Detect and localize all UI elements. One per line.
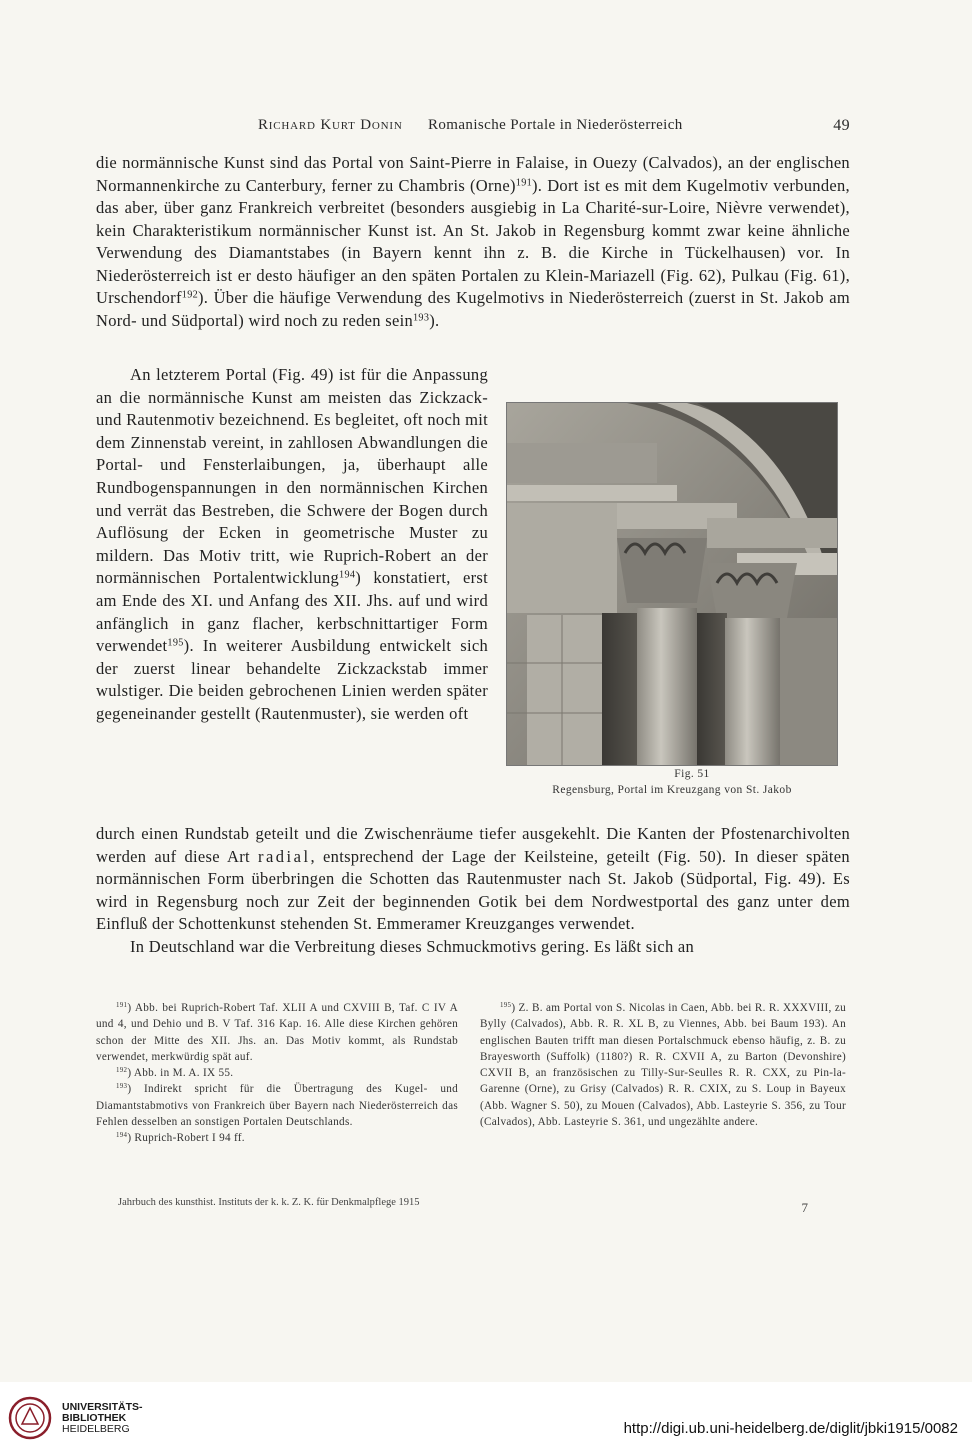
footnote-text: ) Abb. bei Ruprich-Robert Taf. XLII A und CXVIII B, Taf. C IV A und 4, und Dehio und B. V Taf. 316 Kap. 16. Alle diese Kirchen gehören schon der Mitte des XII. Jhs. an. Das Motiv kommt, als Rundstab verwendet, merkwürdig spät auf.	[96, 1002, 458, 1063]
signature-mark: 7	[801, 1200, 808, 1215]
footnotes-left	[96, 1000, 458, 1147]
column-paragraph	[96, 364, 488, 726]
continuation-text-2: , entsprechend der Lage der Keilsteine, geteilt (Fig. 50). In dieser späten normännischen Form überbringen die Schotten das Rautenmuster nach St. Jakob (Südportal, Fig. 49). Es wird in Regensburg noch zur Zeit der beginnenden Gotik bei dem Nordwestportal des ganz unter dem Einfluß der Schottenkunst stehenden St. Emmeramer Kreuzganges verwendet.	[96, 846, 850, 933]
footnote-191	[96, 1000, 458, 1065]
library-line-1: UNIVERSITÄTS-	[62, 1400, 143, 1413]
continuation-last-line: In Deutschland war die Verbreitung dieses Schmuckmotivs gering. Es läßt sich an	[130, 936, 695, 956]
footnote-ref-192: 192	[181, 289, 199, 301]
footnote-ref-194: 194	[339, 569, 356, 581]
header-author: Richard Kurt Donin	[258, 117, 403, 133]
library-logo[interactable]	[8, 1396, 143, 1440]
figure-caption	[486, 766, 858, 798]
figure-label: Fig. 51	[674, 768, 710, 780]
footnote-ref-195: 195	[167, 637, 184, 649]
figure-caption-text: Regensburg, Portal im Kreuzgang von St. Jakob	[552, 784, 792, 796]
journal-title: Jahrbuch des kunsthist. Instituts der k. k. Z. K. für Denkmalpflege 1915	[118, 1197, 420, 1208]
continuation-paragraph	[96, 823, 850, 958]
footnote-193	[96, 1081, 458, 1130]
intro-paragraph	[96, 152, 850, 332]
page-number: 49	[833, 117, 850, 134]
library-line-2: BIBLIOTHEK	[62, 1411, 127, 1424]
footnote-192	[96, 1065, 458, 1081]
footnote-text: ) Indirekt spricht für die Übertragung des Kugel- und Diamantstabmotivs von Frankreich über Bayern nach Niederösterreich das Fehlen desselben an sonstigen Portalen Deutschlands.	[96, 1083, 458, 1129]
footnote-number: 191	[116, 1001, 128, 1010]
footnote-194	[96, 1130, 458, 1146]
continuation-text-1: durch einen Rundstab geteilt und die Zwischenräume tiefer ausgekehlt. Die Kanten der Pfostenarchivolten werden auf diese Art	[96, 824, 850, 866]
journal-footer	[118, 1197, 838, 1215]
footnotes-right	[480, 1000, 846, 1130]
source-url-link[interactable]: http://digi.ub.uni-heidelberg.de/diglit/jbki1915/0082	[623, 1420, 958, 1437]
figure-photo	[506, 402, 838, 766]
intro-text-1: die normännische Kunst sind das Portal von Saint-Pierre in Falaise, in Ouezy (Calvados), an der englischen Normannenkirche zu Canterbury, ferner zu Chambris (Orne)	[96, 153, 850, 195]
intro-text-3: ). Über die häufige Verwendung des Kugelmotivs in Niederösterreich (zuerst in St. Jakob am Nord- und Südportal) wird noch zu reden sein	[96, 288, 850, 330]
column-text-3: ). In weiterer Ausbildung entwickelt sich der zuerst linear behandelte Zickzackstab immer wulstiger. Die beiden gebrochenen Linien werden später gegeneinander gestellt (Rautenmuster), sie werden oft	[96, 636, 488, 723]
intro-text-4: ).	[429, 310, 440, 330]
portal-photo-illustration	[507, 403, 837, 765]
footnote-195	[480, 1000, 846, 1130]
spaced-word: radial	[257, 846, 311, 866]
footnote-text: ) Z. B. am Portal von S. Nicolas in Caen, Abb. bei R. R. XXXVIII, zu Bylly (Calvados), Abb. R. R. XL B, zu Viennes, Abb. bei Baum 193). An englischen Bauten trifft man diesen Portalschmuck ebenso häufig, z. B. zu Brayesworth (Suffolk) (1180?) R. R. CXVII A, zu Barton (Devonshire) CXVII B, an französischen zu Tilly-Sur-Seulles R. R. CXX, zu Pin-la-Garenne (Orne), zu Grisy (Calvados) R. R. CXIX, zu S. Loup in Bayeux (Abb. Wagner S. 50), zu Mouen (Calvados), Abb. Lasteyrie S. 356, zu Tour (Calvados), Abb. Lasteyrie S. 361, und ungezählte andere.	[480, 1002, 846, 1129]
footnote-number: 192	[116, 1066, 128, 1075]
footnote-number: 193	[116, 1082, 128, 1091]
footnote-number: 194	[116, 1131, 128, 1140]
footnote-ref-193: 193	[413, 311, 430, 323]
header-title: Romanische Portale in Niederösterreich	[428, 117, 683, 133]
library-seal-icon	[8, 1396, 56, 1440]
footnote-ref-191: 191	[515, 176, 533, 188]
footnote-text: ) Abb. in M. A. IX 55.	[127, 1067, 234, 1080]
library-line-3: HEIDELBERG	[62, 1422, 130, 1435]
library-name	[62, 1402, 143, 1435]
footnote-number: 195	[500, 1001, 512, 1010]
intro-text-2: ). Dort ist es mit dem Kugelmotiv verbunden, das aber, über ganz Frankreich verbreitet (besonders ausgiebig in La Charité-sur-Loire, Nièvre verwendet), kein Charakteristikum normännischer Kunst ist. An St. Jakob in Regensburg kommt zwar keine ähnliche Verwendung des Diamantstabes (in Bayern kennt ihn z. B. die Kirche in Tückelhausen) vor. In Niederösterreich ist er desto häufiger an den späten Portalen zu Klein-Mariazell (Fig. 62), Pulkau (Fig. 61), Urschendorf	[96, 175, 850, 307]
column-text-2: ) konstatiert, erst am Ende des XI. und Anfang des XII. Jhs. auf und wird anfänglich in ganz flacher, kerbschnittartiger Form verwendet	[96, 568, 488, 656]
footnote-text: ) Ruprich-Robert I 94 ff.	[127, 1132, 245, 1145]
column-text-1: An letzterem Portal (Fig. 49) ist für die Anpassung an die normännische Kunst am meisten das Zickzack- und Rautenmotiv bezeichnend. Es begleitet, oft noch mit dem Zinnenstab vereint, in zahllosen Abwandlungen die Portal- und Fensterlaibungen, ja, überhaupt alle Rundbogenspannungen in den normännischen Kirchen und verrät das Bestreben, die Schwere der Bogen durch Auflösung der Ecken in geometrische Muster zu mildern. Das Motiv tritt, wie Ruprich-Robert an der normännischen Portalentwicklung	[96, 365, 488, 588]
